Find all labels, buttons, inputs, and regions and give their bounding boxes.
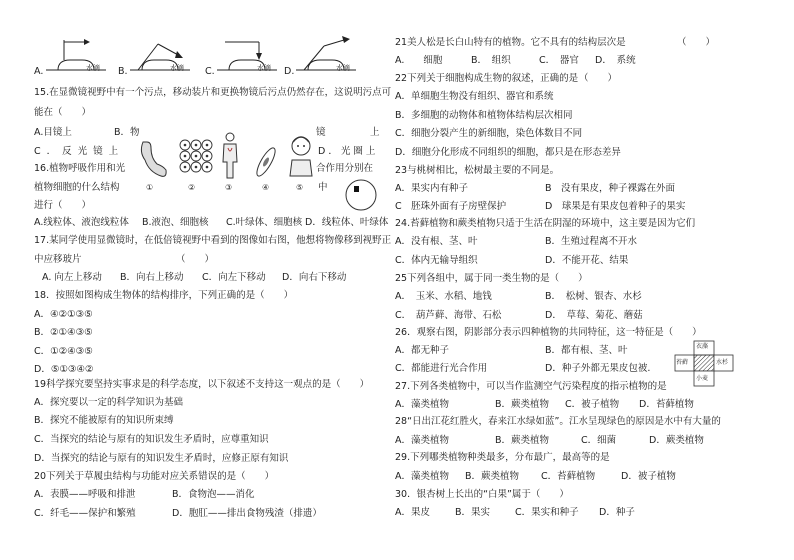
- q14-diagram-a: [44, 36, 114, 76]
- q25-stem: 25下列各组中，属于同一类生物的是（ ）: [395, 273, 588, 284]
- q26-diagram-right: 水杉: [716, 359, 729, 366]
- q14-water-label-b: 水滴: [170, 64, 184, 72]
- q16-stem-line3: 进行（ ）: [34, 200, 92, 211]
- q27-option-c: C．被子植物: [565, 399, 620, 410]
- q20-option-b: B．食物泡——消化: [172, 489, 255, 500]
- q23-option-a: A．果实内有种子: [395, 183, 468, 194]
- q19-option-a: A．探究要以一定的科学知识为基础: [34, 397, 183, 408]
- q14-diagram-d: [294, 36, 364, 76]
- q16-stem-line2: 植物细胞的什么结构: [34, 182, 120, 193]
- q16-label-4: ④: [262, 183, 270, 192]
- single-cell-icon: [252, 144, 280, 180]
- q15-option-b: B．物: [114, 127, 140, 138]
- q26-option-c: C．都能进行光合作用: [395, 363, 488, 374]
- q28-stem: 28“日出江花红胜火，春来江水绿如蓝”。江水呈现绿色的原因是水中有大量的: [395, 416, 721, 427]
- q14-diagram-c: [215, 36, 285, 76]
- q16-stem-line1: 16.植物呼吸作用和光: [34, 163, 126, 174]
- q20-stem: 20下列关于草履虫结构与功能对应关系错误的是（ ）: [34, 471, 275, 482]
- q22-stem: 22下列关于细胞构成生物的叙述，正确的是: [395, 73, 579, 84]
- q20-option-d: D．胞肛——排出食物残渣（排遗）: [172, 508, 322, 519]
- q26-option-d: D．种子外都无果皮包被.: [545, 363, 651, 374]
- q26-option-b: B．都有根、茎、叶: [545, 345, 628, 356]
- q15-option-a: A.目镜上: [34, 127, 72, 138]
- q30-option-d: D．种子: [599, 507, 635, 518]
- q16-option-a: A.线粒体、液泡线粒体: [34, 217, 129, 228]
- left-column: [0, 0, 395, 560]
- q18-option-d: D．⑤①③④②: [34, 364, 94, 375]
- q15-stem-line1: 15.在显微镜视野中有一个污点，移动装片和更换物镜后污点仍然存在，这说明污点可: [34, 87, 392, 98]
- human-body-system-icon: [220, 132, 240, 180]
- q27-stem: 27.下列各类植物中，可以当作监测空气污染程度的指示植物的是: [395, 381, 667, 392]
- microscope-field-of-view: [344, 178, 378, 212]
- q22-option-b: B．多细胞的动物体和植物体结构层次相同: [395, 110, 573, 121]
- q16-label-1: ①: [146, 183, 154, 192]
- q17-option-b: B．向右上移动: [120, 272, 184, 283]
- q29-stem: 29.下列哪类植物种类最多，分布最广，最高等的是: [395, 452, 610, 463]
- q26-stem: 26．观察右图，阴影部分表示四种植物的共同特征，这一特征是（ ）: [395, 327, 702, 338]
- q15-option-b-word2: 上: [370, 127, 380, 138]
- q23-stem: 23与桃树相比，松树最主要的不同是。: [395, 165, 560, 176]
- q21-option-b: B． 组织: [471, 55, 511, 66]
- q29-option-a: A．藻类植物: [395, 471, 449, 482]
- q16-label-2: ②: [188, 183, 196, 192]
- q27-option-a: A．藻类植物: [395, 399, 449, 410]
- q16-label-5: ⑤: [296, 183, 304, 192]
- q14-option-c-label: C.: [205, 66, 215, 77]
- q21-option-a: A. 细胞: [395, 55, 443, 66]
- q19-stem: 19科学探究要坚持实事求是的科学态度，以下叙述不支持这一观点的是（ ）: [34, 379, 370, 390]
- q24-option-c: C．体内无输导组织: [395, 255, 478, 266]
- q24-stem: 24.苔藓植物和蕨类植物只适于生活在阴湿的环境中，这主要是因为它们: [395, 218, 696, 229]
- q23-option-b: B 没有果皮，种子裸露在外面: [545, 183, 676, 194]
- q19-option-b: B．探究不能被原有的知识所束缚: [34, 415, 174, 426]
- q27-option-b: B．蕨类植物: [495, 399, 550, 410]
- q21-option-d: D． 系统: [595, 55, 636, 66]
- q15-stem-line2: 能在（ ）: [34, 107, 92, 118]
- q21-answer-paren: （ ）: [677, 37, 716, 48]
- q27-option-d: D．苔藓植物: [639, 399, 694, 410]
- q16-option-b: B.液泡、细胞核: [142, 217, 209, 228]
- q18-stem: 18．按照如图构成生物体的结构排序，下列正确的是（ ）: [34, 290, 294, 301]
- q23-option-c: C 胚珠外面有子房壁保护: [395, 201, 507, 212]
- q14-water-label-d: 水滴: [336, 64, 350, 72]
- q15-option-d: D．光圈上: [318, 146, 379, 157]
- q30-option-b: B．果实: [455, 507, 491, 518]
- q16-stem-line1-right: 合作用分别在: [316, 163, 374, 174]
- q20-option-c: C．纤毛——保护和繁殖: [34, 508, 136, 519]
- q22-answer-paren: （ ）: [579, 73, 618, 84]
- stomach-organ-icon: [135, 138, 169, 182]
- q14-water-label-c: 水滴: [257, 64, 271, 72]
- q24-option-a: A．没有根、茎、叶: [395, 236, 478, 247]
- q21-option-c: C． 器官: [539, 55, 579, 66]
- q25-option-a: A． 玉米、水稻、地钱: [395, 291, 492, 302]
- q20-option-a: A．表膜——呼吸和排泄: [34, 489, 136, 500]
- q23-option-d: D 球果是有果皮包着种子的果实: [545, 201, 686, 212]
- q18-option-b: B．②①④③⑤: [34, 327, 93, 338]
- q15-option-c: C．反光镜上: [34, 146, 125, 157]
- q22-option-a: A．单细胞生物没有组织、器官和系统: [395, 91, 554, 102]
- cell-tissue-icon: [178, 138, 214, 178]
- q22-option-d: D．细胞分化形成不同组织的细胞，都只是在形态差异: [395, 147, 621, 158]
- q19-option-d: D．当探究的结论与原有的知识发生矛盾时，应修正原有知识: [34, 453, 289, 464]
- q26-diagram-bottom: 小麦: [696, 375, 709, 382]
- q16-label-3: ③: [225, 183, 233, 192]
- q25-option-d: D． 草莓、菊花、蘑菇: [545, 310, 643, 321]
- q26-diagram-top: 衣藻: [696, 343, 709, 350]
- q21-stem: 21美人松是长白山特有的植物。它不具有的结构层次是: [395, 37, 626, 48]
- q15-option-b-word: 镜: [316, 127, 326, 138]
- q28-option-a: A．藻类植物: [395, 435, 449, 446]
- q18-option-c: C．①②④③⑤: [34, 346, 93, 357]
- q28-option-c: C．细菌: [581, 435, 617, 446]
- q16-option-d: D．线粒体、叶绿体: [305, 217, 389, 228]
- q17-option-d: D．向右下移动: [282, 272, 347, 283]
- q14-option-b-label: B.: [118, 66, 128, 77]
- q22-option-c: C．细胞分裂产生的新细胞，染色体数目不同: [395, 128, 583, 139]
- q17-answer-paren: （ ）: [176, 254, 215, 265]
- q28-option-d: D．蕨类植物: [649, 435, 704, 446]
- q30-option-c: C．果实和种子: [515, 507, 579, 518]
- right-column: [395, 0, 794, 560]
- q14-option-d-label: D.: [284, 66, 295, 77]
- q14-option-a-label: A.: [34, 66, 44, 77]
- q14-water-label-a: 水滴: [86, 64, 100, 72]
- q19-option-c: C．当探究的结论与原有的知识发生矛盾时，应尊重知识: [34, 434, 269, 445]
- q24-option-b: B．生殖过程离不开水: [545, 236, 638, 247]
- q29-option-c: C．苔藓植物: [541, 471, 596, 482]
- person-organism-icon: [286, 134, 316, 180]
- q16-option-c: C.叶绿体、细胞核: [226, 217, 303, 228]
- q24-option-d: D．不能开花、结果: [545, 255, 629, 266]
- q17-stem-line2: 中应移玻片: [34, 254, 82, 265]
- q16-stem-line2-right: 中: [318, 182, 328, 193]
- q25-option-b: B． 松树、银杏、水杉: [545, 291, 642, 302]
- q26-diagram-left: 苔藓: [676, 359, 689, 366]
- q28-option-b: B．蕨类植物: [495, 435, 550, 446]
- q29-option-b: B．蕨类植物: [465, 471, 520, 482]
- q14-diagram-b: [128, 36, 198, 76]
- q17-option-c: C．向左下移动: [202, 272, 266, 283]
- q30-stem: 30．银杏树上长出的“白果”属于（ ）: [395, 489, 569, 500]
- q29-option-d: D．被子植物: [621, 471, 676, 482]
- q18-option-a: A．④②①③⑤: [34, 309, 93, 320]
- q26-option-a: A．都无种子: [395, 345, 449, 356]
- q30-option-a: A．果皮: [395, 507, 430, 518]
- q26-plant-cross-diagram: [674, 340, 734, 388]
- q17-option-a: A. 向左上移动: [42, 272, 102, 283]
- q25-option-c: C． 葫芦藓、海带、石松: [395, 310, 502, 321]
- q17-stem-line1: 17.某同学使用显微镜时，在低倍镜视野中看到的图像如右图，他想将物像移到视野正: [34, 235, 392, 246]
